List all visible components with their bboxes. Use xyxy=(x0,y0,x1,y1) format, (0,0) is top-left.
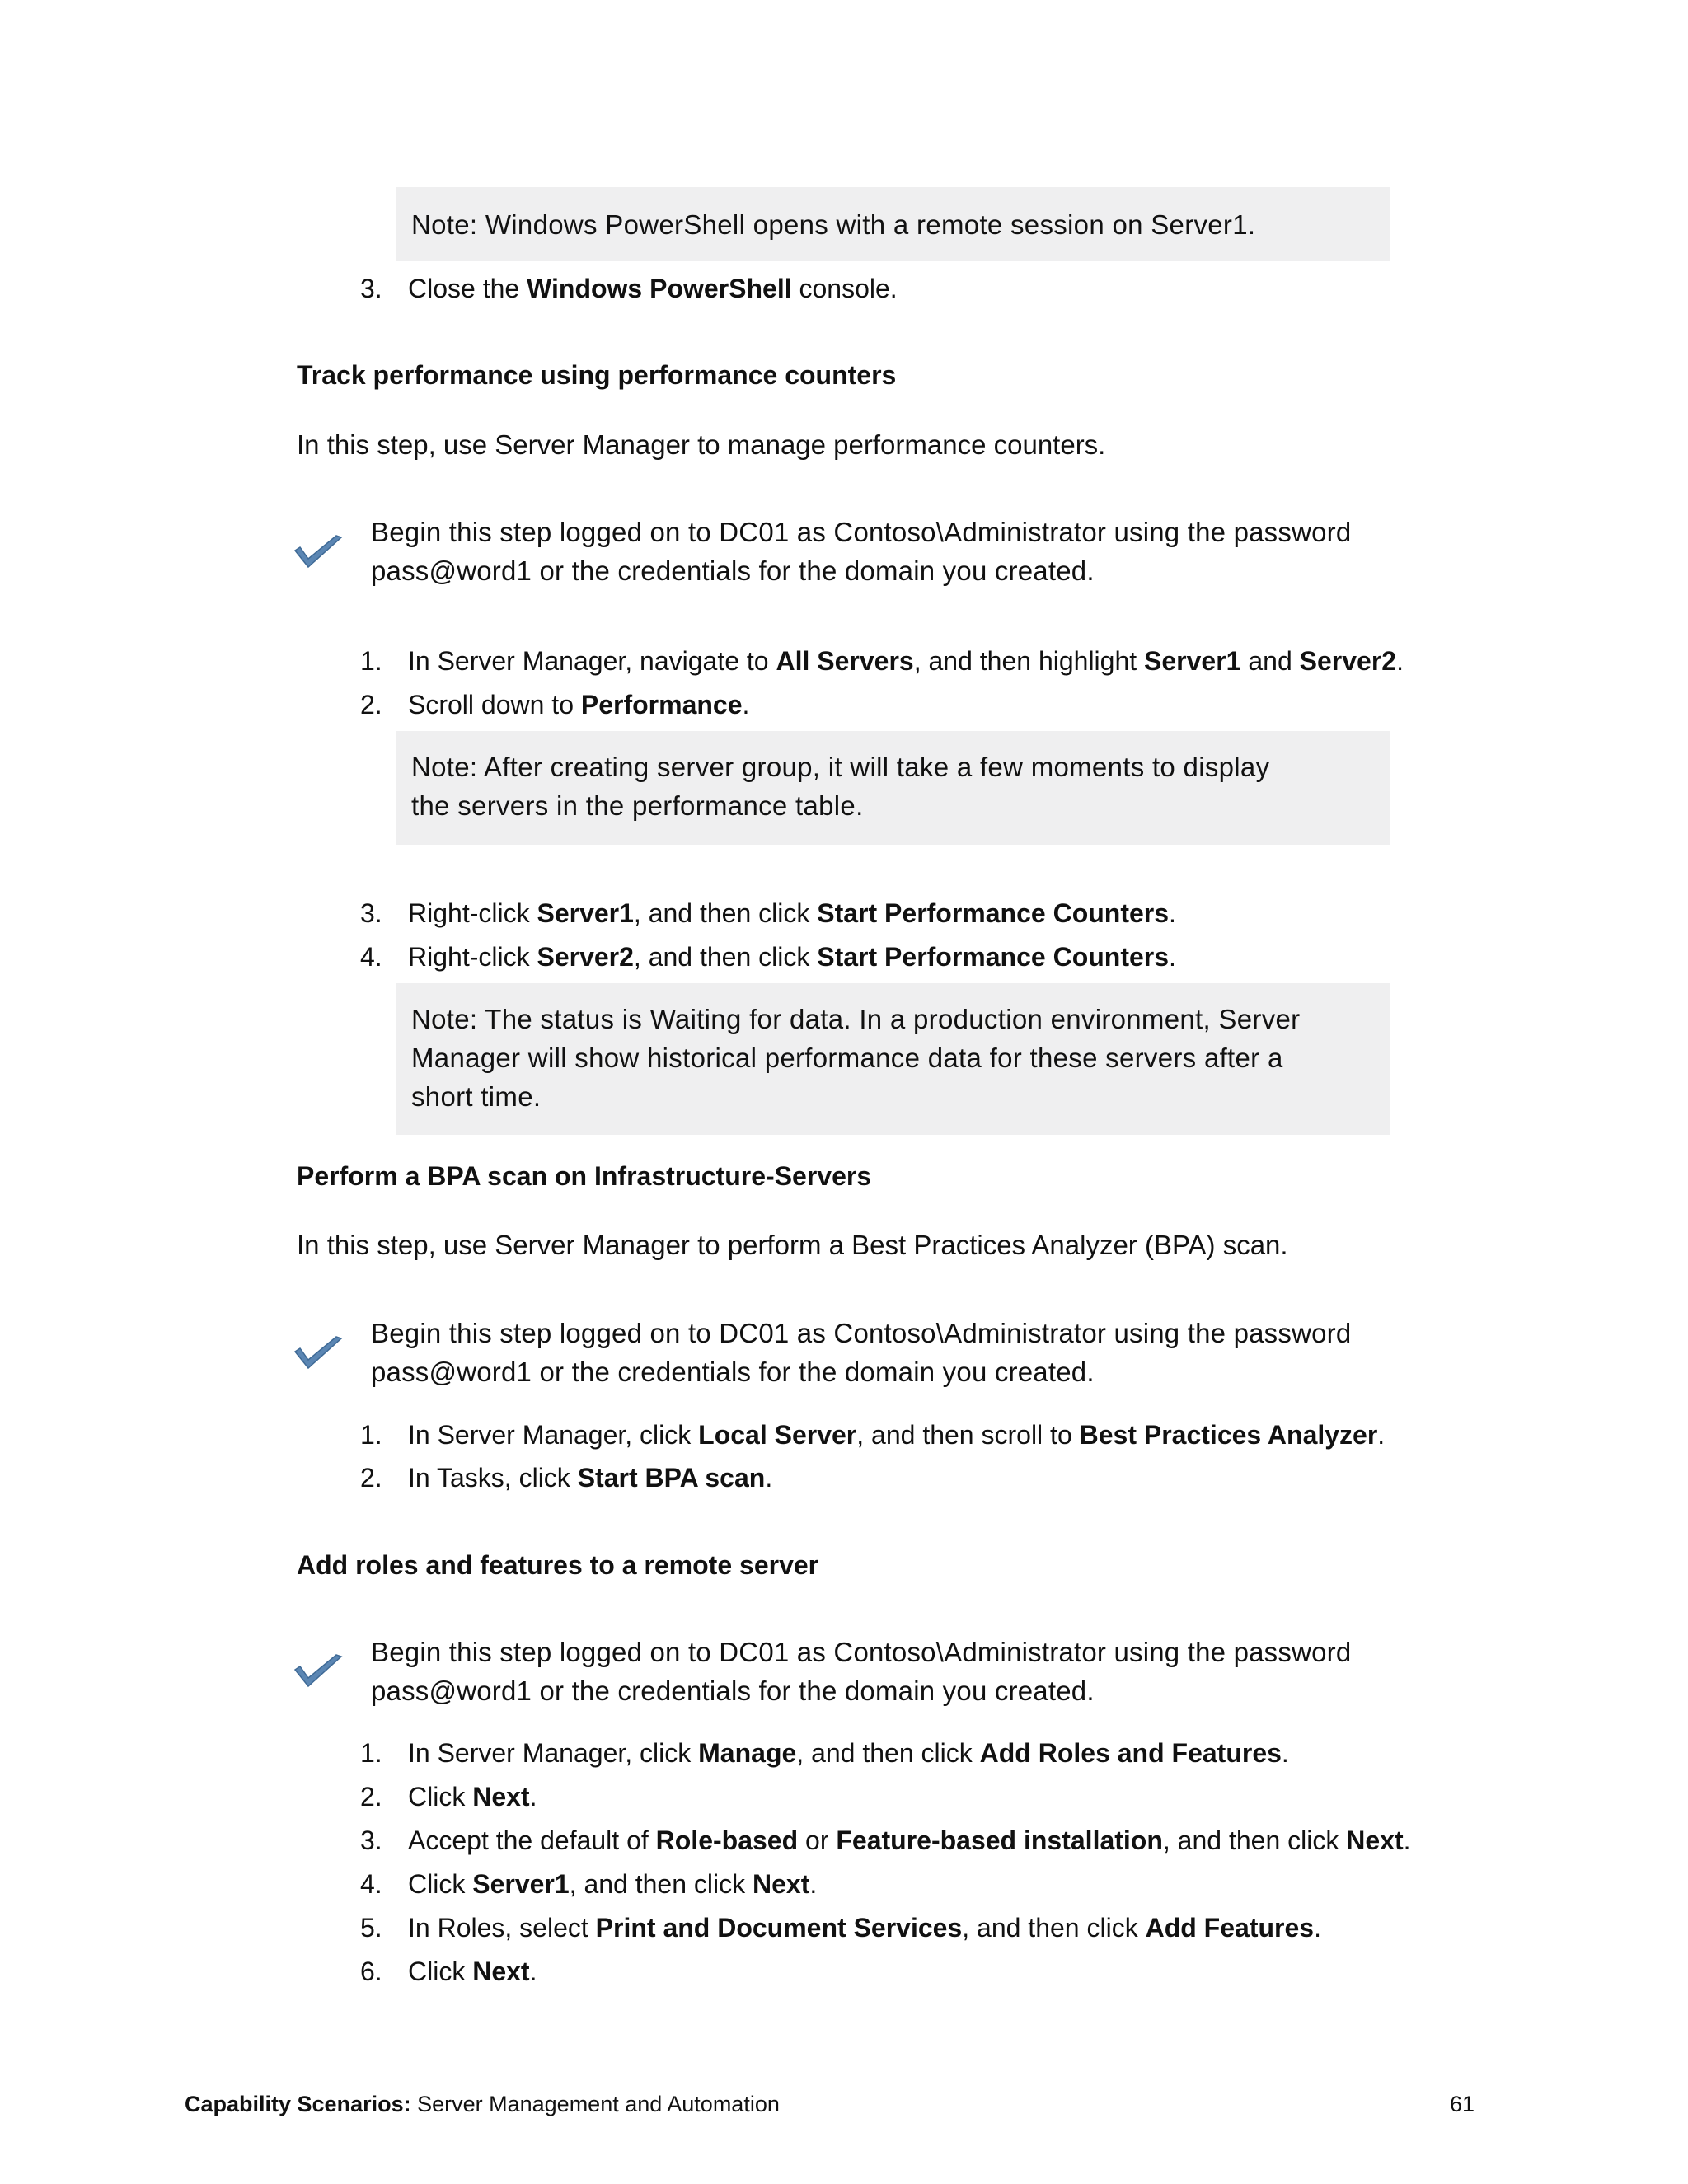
section-heading: Perform a BPA scan on Infrastructure-Servers xyxy=(297,1161,872,1191)
note-box xyxy=(396,187,1390,261)
checkmark-icon xyxy=(293,534,343,572)
note-box: Note: After creating server group, it will take a few moments to display the servers in the performance table. xyxy=(396,731,1390,845)
list-text: Close the Windows PowerShell console. xyxy=(408,274,898,303)
list-number: 3. xyxy=(360,274,382,303)
prerequisite-note: Begin this step logged on to DC01 as Contoso\Administrator using the password pass@word1 or the credentials for the domain you created. xyxy=(371,517,1352,586)
checkmark-icon xyxy=(293,1335,343,1373)
section-heading: Track performance using performance counters xyxy=(297,360,897,390)
prerequisite-note: Begin this step logged on to DC01 as Contoso\Administrator using the password pass@word1 or the credentials for the domain you created. xyxy=(371,1637,1352,1706)
note-box: Note: The status is Waiting for data. In a production environment, Server Manager will show historical performance data for these servers after a short time. xyxy=(396,983,1390,1135)
footer-label: Capability Scenarios: xyxy=(185,2092,411,2116)
checkmark-icon xyxy=(293,1653,343,1691)
note-text: Note: Windows PowerShell opens with a remote session on Server1. xyxy=(411,209,1256,240)
footer-title: Server Management and Automation xyxy=(410,2092,780,2116)
page-footer xyxy=(185,2090,780,2118)
prerequisite-note: Begin this step logged on to DC01 as Contoso\Administrator using the password pass@word1 or the credentials for the domain you created. xyxy=(371,1318,1352,1387)
document-page: Note: Windows PowerShell opens with a remote session on Server1. 3. Close the Windows PowerShell console. Track performance using performance counters In this step, use Server Manager to manage performance counters. Begin this step logged on to DC01 as Contoso\Administrator using the password pass@word1 or the credentials for the domain you created. 1. In Server Manager, navigate to All Servers, and then highlight Server1 and Server2. 2. Scroll down to Performance. Note: After creating server group, it will take a few moments to display the servers in the performance table. 3. Right-click Server1, and then click Start Performance Counters. 4. Right-click Server2, and then click Start Performance Counters. Note: The status is Waiting for data. In a production environment, Server Manager will show historical performance data for these servers after a short time. Perform a BPA scan on Infrastructure-Servers In this step, use Server Manager to perform a Best Practices Analyzer (BPA) scan. Begin this step logged on to DC01 as Contoso\Administrator using the password pass@word1 or the credentials for the domain you created. 1. In Server Manager, click Local Server, and then scroll to Best Practices Analyzer. 2. In Tasks, click Start BPA scan. Add roles and features to a remote server Begin this step logged on to DC01 as Contoso\Administrator using the password pass@word1 or the credentials for the domain you created. 1. In Server Manager, click Manage, and then click Add Roles and Features. 2. Click Next. 3. Accept the default of Role-based or Feature-based installation, and then click Next. 4. Click Server1, and then click Next. 5. In Roles, select Print and Document Services, and then click Add Features. 6. Click Next. Capability Scenarios: Server Management and Automation 61 xyxy=(0,0,1688,2184)
section-intro: In this step, use Server Manager to manage performance counters. xyxy=(297,429,1106,460)
page-number: 61 xyxy=(1450,2092,1475,2116)
section-heading: Add roles and features to a remote server xyxy=(297,1550,819,1580)
section-intro: In this step, use Server Manager to perform a Best Practices Analyzer (BPA) scan. xyxy=(297,1230,1288,1260)
